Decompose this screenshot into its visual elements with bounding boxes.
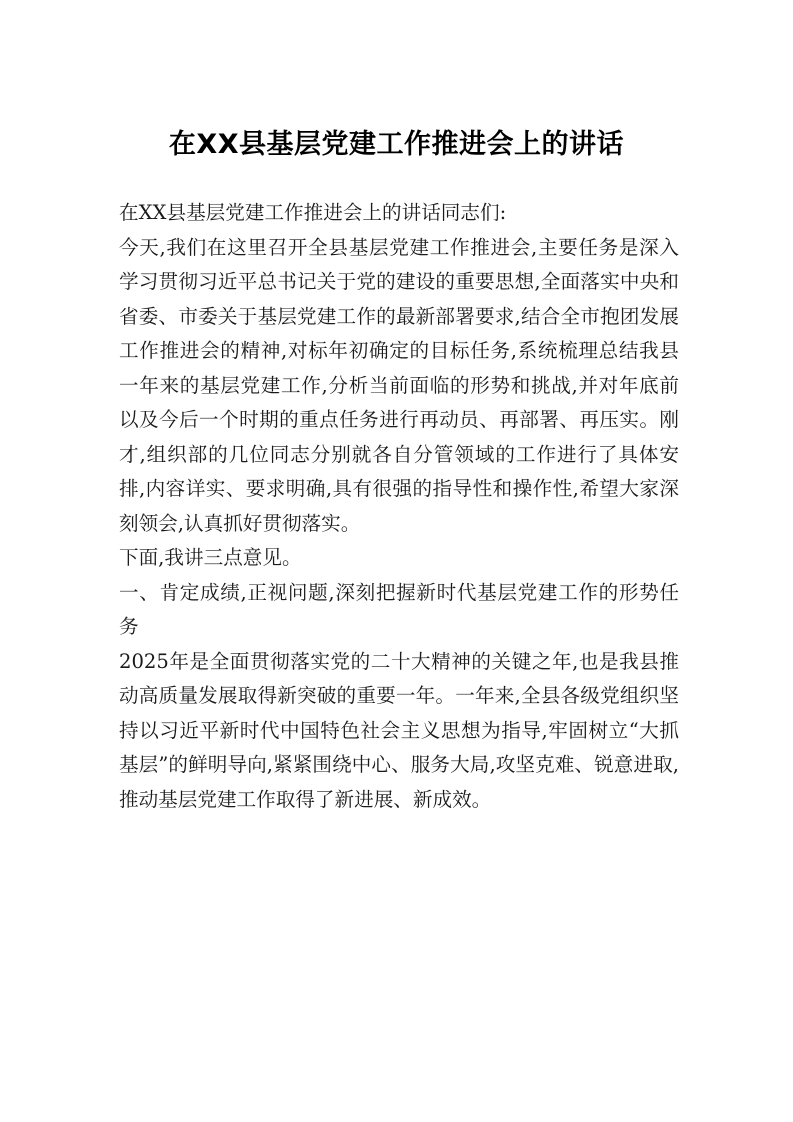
salutation-paragraph: 在XX县基层党建工作推进会上的讲话同志们:	[119, 201, 507, 224]
document-title: 在XX县基层党建工作推进会上的讲话	[168, 129, 625, 160]
outline-paragraph: 下面,我讲三点意见。	[119, 546, 302, 569]
section-heading: 一、肯定成绩,正视问题,深刻把握新时代基层党建工作的形势任务	[119, 580, 679, 638]
section-paragraph: 2025年是全面贯彻落实党的二十大精神的关键之年,也是我县推动高质量发展取得新突破的重要一年。一年来,全县各级党组织坚持以习近平新时代中国特色社会主义思想为指导,牢固树立“大抓基层”的鲜明导向,紧紧围绕中心、服务大局,攻坚克难、锐意进取,推动基层党建工作取得了新进展、新成效。	[119, 649, 679, 811]
intro-paragraph: 今天,我们在这里召开全县基层党建工作推进会,主要任务是深入学习贯彻习近平总书记关于党的建设的重要思想,全面落实中央和省委、市委关于基层党建工作的最新部署要求,结合全市抱团发展工作推进会的精神,对标年初确定的目标任务,系统梳理总结我县一年来的基层党建工作,分析当前面临的形势和挑战,并对年底前以及今后一个时期的重点任务进行再动员、再部署、再压实。刚才,组织部的几位同志分别就各自分管领域的工作进行了具体安排,内容详实、要求明确,具有很强的指导性和操作性,希望大家深刻领会,认真抓好贯彻落实。	[119, 235, 679, 535]
document-body	[119, 196, 679, 817]
